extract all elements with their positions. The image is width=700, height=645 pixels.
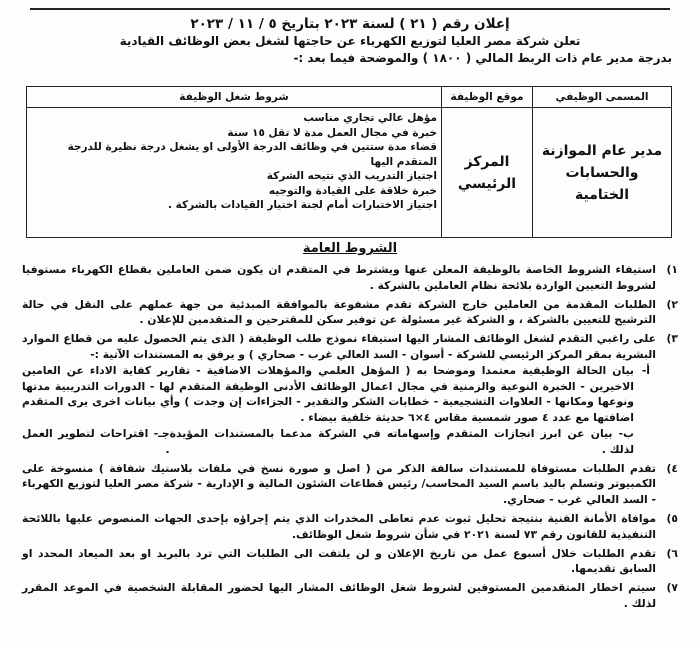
condition-item <box>22 297 678 329</box>
jobs-table-header-row <box>27 87 672 108</box>
subitem-text: بيان عن ابرز انجازات المتقدم وإسهاماته في الشركة مدعما بالمستندات المؤيدة لذلك . <box>169 426 634 456</box>
requirement-item: خبرة خلاقة على القيادة والتوجيه <box>268 184 437 197</box>
condition-item <box>22 262 678 294</box>
condition-item <box>22 511 678 543</box>
condition-subitem-a <box>22 363 650 426</box>
condition-number: ٤) <box>666 461 678 475</box>
announcement-grade: بدرجة مدير عام ذات الربط المالي ( ١٨٠٠ ) والموضحة فيما بعد :- <box>293 51 672 65</box>
condition-text: استيفاء الشروط الخاصة بالوظيفة المعلن عنها ويشترط في المتقدم ان يكون ضمن العاملين بقطاع الكهرباء مستوفيا لشروط التعيين الواردة بلائحة نظام العاملين بالشركة . <box>22 263 656 292</box>
requirement-item: اجتياز التدريب الذي تتيحه الشركة <box>266 170 437 182</box>
condition-subitem-c <box>22 426 170 458</box>
subitem-text: اقتراحات لتطوير العمل . <box>22 426 170 456</box>
jobs-table <box>26 86 672 238</box>
subitem-text: بيان الحالة الوظيفية معتمدا وموضحا به ( المؤهل العلمي والمؤهلات الاضافية - تقارير كفاية الاداء عن العامين الاخيرين - الخبرة النوعية والزمنية في مجال اعمال الوظائف الأدنى الوظيفة المتقدم لها - الدورات التدريبية مدتها ونوعها ومكانها - العلاوات التشجيعية - خطابات الشكر والتقدير - الجزاءات إن وجدت ) وأي بيانات اخرى يرى المتقدم اضافتها مع عدد ٤ صور شمسية مقاس ٤×٦ حديثة خلفية بيضاء . <box>22 363 634 425</box>
announcement-title: إعلان رقم ( ٢١ ) لسنة ٢٠٢٣ بتاريخ ٥ / ١١ / ٢٠٢٣ <box>190 16 510 32</box>
condition-text: تقدم الطلبات مستوفاة للمستندات سالفة الذكر من ( اصل و صورة نسخ في ملفات بلاستيك شفافة ) منسوخة على الكمبيوتر وتسلم باليد باسم السيد المحاسب/ رئيس قطاعات الشئون المالية و الإدارية - شركة مصر العليا لتوزيع الكهرباء - السد العالي غرب - صحاري. <box>22 461 656 507</box>
condition-number: ٦) <box>666 546 678 560</box>
announcement-header <box>20 16 680 67</box>
condition-text: على راغبي التقدم لشغل الوظائف المشار اليها استيفاء نموذج طلب الوظيفة ( الذى يتم الحصول عليه من قطاع الموارد البشرية بمقر المركز الرئيسي للشركة - أسوان - السد العالي غرب - صحاري ) و يرفق به المستندات الآتية :- <box>22 332 656 361</box>
condition-subitem-b <box>170 426 634 458</box>
condition-number: ٢) <box>666 297 678 311</box>
condition-item <box>22 580 678 612</box>
condition-item <box>22 331 678 457</box>
requirement-item: اجتياز الاختبارات أمام لجنة اختيار القيادات بالشركة . <box>167 199 437 211</box>
condition-text: سيتم اخطار المتقدمين المستوفين لشروط شغل الوظائف المشار اليها لحضور المقابلة الشخصية في الموعد المقرر لذلك . <box>22 581 656 610</box>
requirement-item: خبرة في مجال العمل مدة لا تقل ١٥ سنة <box>227 126 437 139</box>
condition-item <box>22 546 678 578</box>
header-job-location: موقع الوظيفة <box>442 87 533 108</box>
requirement-item: مؤهل عالي تجاري مناسب <box>303 112 437 124</box>
condition-item <box>22 461 678 508</box>
condition-number: ٧) <box>666 581 678 595</box>
general-conditions-title: الشروط العامة <box>302 241 398 256</box>
general-conditions-list <box>22 262 678 615</box>
job-location-cell: المركز الرئيسي <box>442 108 533 238</box>
requirement-item: قضاء مدة ستتين في وظائف الدرجة الأولى او يشغل درجة نظيرة للدرجة المتقدم اليها <box>67 141 437 168</box>
condition-number: ٥) <box>666 511 678 525</box>
subitem-mark: جـ- <box>153 426 170 440</box>
condition-text: تقدم الطلبات خلال أسبوع عمل من تاريخ الإعلان و لن يلتفت الى الطلبات التي ترد بالبريد او بعد الميعاد المحدد او السابق تقديمها. <box>22 546 656 576</box>
header-job-title: المسمى الوظيفي <box>533 87 672 108</box>
announcement-intro: تعلن شركة مصر العليا لتوزيع الكهرباء عن حاجتها لشغل بعض الوظائف القيادية <box>119 34 581 48</box>
subitem-mark: أ- <box>641 363 650 377</box>
condition-number: ٣) <box>666 332 678 346</box>
subitem-mark: ب- <box>618 426 634 440</box>
condition-text: الطلبات المقدمة من العاملين خارج الشركة تقدم مشفوعة بالموافقة المبدئية من جهة عملهم على النقل في حالة الترشيح للتعيين بالشركة ، و الشركة غير مسئولة عن توفير سكن للمقترحين و المتقدمين للإعلان . <box>22 297 656 327</box>
top-border-line <box>30 8 670 10</box>
job-requirements-cell <box>27 108 442 238</box>
job-title-cell: مدير عام الموازنة والحسابات الختامية <box>533 108 672 238</box>
condition-text: موافاة الأمانة الفنية بنتيجة تحليل ثبوت عدم تعاطى المخدرات الذي يتم إجراؤه بإحدى الجهات المنصوص عليها باللائحة التنفيذية للقانون رقم ٧٣ لسنة ٢٠٢١ في شأن شروط شغل الوظائف. <box>22 511 656 541</box>
jobs-table-row <box>27 108 672 238</box>
condition-subitems-bc <box>22 426 650 458</box>
condition-number: ١) <box>666 263 678 276</box>
header-job-requirements: شروط شغل الوظيفة <box>27 87 442 108</box>
